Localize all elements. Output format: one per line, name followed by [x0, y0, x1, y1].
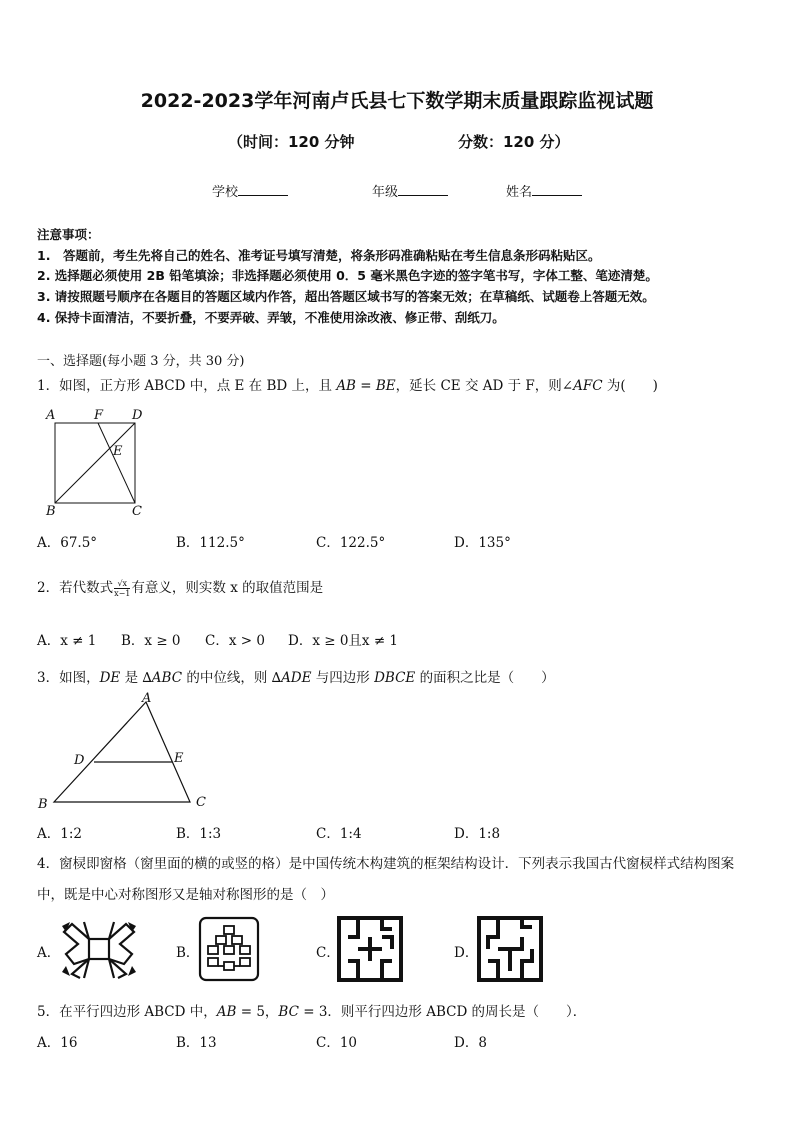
question-2	[37, 576, 323, 598]
q1-math: AB	[336, 378, 356, 394]
q4-option-c[interactable]: C．	[316, 945, 340, 961]
q4-lattice-b-image	[198, 916, 260, 982]
q4-option-b[interactable]: B．	[176, 945, 200, 961]
q2-option-c[interactable]: C．x > 0	[205, 633, 265, 649]
diagonal-bd	[55, 423, 135, 503]
q4-option-a[interactable]: A．	[37, 945, 61, 961]
q2-text: 有意义，则实数 x 的取值范围是	[131, 580, 324, 596]
q1-math: BE	[375, 378, 396, 394]
q3-text: 的面积之比是（ ）	[415, 670, 555, 686]
q4-lattice-c-image	[336, 915, 404, 983]
q3-option-d[interactable]: D．1:8	[454, 826, 501, 842]
q1-square-figure	[40, 404, 150, 520]
q4-lattice-d-image	[476, 915, 544, 983]
question-5	[37, 1000, 586, 1020]
q1-option-a[interactable]: A．67.5°	[37, 535, 98, 551]
q1-option-c[interactable]: C．122.5°	[316, 535, 386, 551]
section-heading: 一、选择题(每小题 3 分，共 30 分)	[37, 354, 245, 369]
q3-text: 的中位线，则 ∆	[182, 670, 282, 686]
q2-option-d[interactable]: D．x ≥ 0且x ≠ 1	[288, 633, 399, 649]
q4-option-d[interactable]: D．	[454, 945, 479, 961]
label-b: B	[46, 504, 56, 519]
label-b: B	[38, 797, 48, 812]
q5-text: = 5，	[236, 1004, 279, 1020]
q5-option-b[interactable]: B．13	[176, 1035, 217, 1051]
q1-math: AFC	[573, 378, 603, 394]
note-item: 4. 保持卡面清洁，不要折叠，不要弄破、弄皱，不准使用涂改液、修正带、刮纸刀。	[37, 310, 505, 325]
grade-label: 年级	[372, 185, 399, 200]
q3-option-a[interactable]: A．1:2	[37, 826, 82, 842]
question-4-line1: 4．窗棂即窗格（窗里面的横的或竖的格）是中国传统木构建筑的框架结构设计．下列表示我国古代窗棂样式结构图案	[37, 856, 735, 872]
q2-fraction	[114, 579, 130, 598]
name-field	[506, 181, 582, 200]
q3-math: DBCE	[374, 670, 416, 686]
label-a: A	[46, 408, 56, 423]
q3-math: ADE	[281, 670, 312, 686]
school-blank	[238, 183, 288, 196]
q5-option-a[interactable]: A．16	[37, 1035, 78, 1051]
fraction-denominator: x−1	[114, 589, 131, 598]
q5-option-c[interactable]: C．10	[316, 1035, 358, 1051]
label-f: F	[94, 408, 104, 423]
q5-text: 5．在平行四边形 ABCD 中，	[37, 1004, 217, 1020]
fraction-numerator: √x	[114, 579, 130, 589]
label-e: E	[113, 444, 123, 459]
q3-math: DE	[99, 670, 121, 686]
label-c: C	[196, 795, 206, 810]
q3-text: 是 ∆	[120, 670, 152, 686]
label-d: D	[74, 753, 85, 768]
note-item: 3. 请按照题号顺序在各题目的答题区域内作答，超出答题区域书写的答案无效；在草稿纸、试题卷上答题无效。	[37, 289, 655, 304]
q3-triangle-figure	[34, 690, 214, 812]
q5-option-d[interactable]: D．8	[454, 1035, 487, 1051]
note-item: 2. 选择题必须使用 2B 铅笔填涂；非选择题必须使用 0．5 毫米黑色字迹的签字笔书写，字体工整、笔迹清楚。	[37, 268, 658, 283]
grade-field	[372, 181, 448, 200]
q1-option-b[interactable]: B．112.5°	[176, 535, 245, 551]
label-c: C	[132, 504, 142, 519]
q3-option-c[interactable]: C．1:4	[316, 826, 362, 842]
school-label: 学校	[212, 185, 239, 200]
segment-fc	[98, 423, 135, 503]
question-1	[37, 374, 658, 394]
grade-blank	[398, 183, 448, 196]
q3-option-b[interactable]: B．1:3	[176, 826, 222, 842]
name-blank	[532, 183, 582, 196]
q5-math: AB	[216, 1004, 237, 1020]
exam-score: 分数：120 分）	[458, 133, 570, 151]
label-e: E	[174, 751, 184, 766]
label-a: A	[142, 691, 152, 706]
q1-text: ，延长 CE 交 AD 于 F，则∠	[395, 378, 574, 394]
q2-text: 2．若代数式	[37, 580, 114, 596]
note-item: 1. 答题前，考生先将自己的姓名、准考证号填写清楚，将条形码准确粘贴在考生信息条形码粘贴区。	[37, 248, 601, 263]
q5-text: = 3．则平行四边形 ABCD 的周长是（ ）．	[298, 1004, 587, 1020]
q1-option-d[interactable]: D．135°	[454, 535, 511, 551]
question-3	[37, 666, 555, 686]
q4-lattice-a-image	[58, 916, 140, 982]
name-label: 姓名	[506, 185, 533, 200]
question-4-line2: 中，既是中心对称图形又是轴对称图形的是（ ）	[37, 887, 334, 903]
q1-text: 1．如图，正方形 ABCD 中，点 E 在 BD 上，且	[37, 378, 337, 394]
q1-text: =	[355, 378, 376, 394]
q2-option-a[interactable]: A．x ≠ 1	[37, 633, 97, 649]
q3-text: 与四边形	[311, 670, 375, 686]
label-d: D	[132, 408, 143, 423]
notes-heading: 注意事项：	[37, 227, 100, 242]
q2-option-b[interactable]: B．x ≥ 0	[121, 633, 181, 649]
page-title: 2022-2023学年河南卢氏县七下数学期末质量跟踪监视试题	[140, 90, 654, 112]
q3-math: ABC	[151, 670, 183, 686]
school-field	[212, 181, 288, 200]
q5-math: BC	[278, 1004, 299, 1020]
exam-time: （时间：120 分钟	[228, 133, 355, 151]
q1-text: 为( )	[602, 378, 658, 394]
q3-text: 3．如图，	[37, 670, 100, 686]
